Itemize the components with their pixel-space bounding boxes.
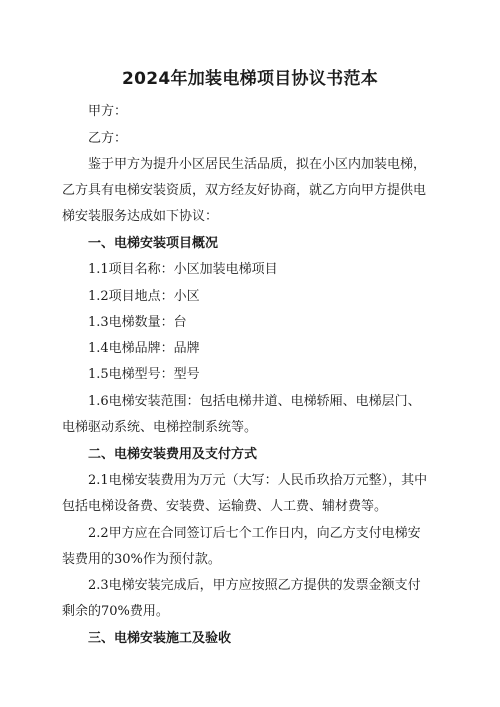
- document-title: 2024年加装电梯项目协议书范本: [121, 69, 379, 89]
- section-2-item: 2.1电梯安装费用为万元（大写：人民币玖拾万元整），其中包括电梯设备费、安装费、运输费、人工费、辅材费等。: [62, 473, 428, 514]
- section-1-item: 1.5电梯型号：型号: [88, 367, 200, 382]
- party-a-label: 甲方：: [88, 104, 128, 119]
- party-b-label: 乙方：: [88, 131, 128, 146]
- section-2-item: 2.2甲方应在合同签订后七个工作日内，向乙方支付电梯安装费用的30%作为预付款。: [62, 526, 421, 567]
- section-2-heading: 二、电梯安装费用及支付方式: [88, 447, 258, 462]
- section-1-item: 1.2项目地点：小区: [88, 289, 200, 304]
- intro-paragraph: 鉴于甲方为提升小区居民生活品质，拟在小区内加装电梯，乙方具有电梯安装资质，双方经友好协商，就乙方向甲方提供电梯安装服务达成如下协议：: [62, 157, 427, 224]
- section-1-item: 1.3电梯数量：台: [88, 315, 187, 330]
- section-1-item: 1.1项目名称：小区加装电梯项目: [88, 262, 278, 277]
- section-1-item: 1.6电梯安装范围：包括电梯井道、电梯轿厢、电梯层门、电梯驱动系统、电梯控制系统等。: [62, 394, 421, 435]
- section-1-heading: 一、电梯安装项目概况: [88, 236, 219, 251]
- section-1-item: 1.4电梯品牌：品牌: [88, 341, 200, 356]
- section-3-heading: 三、电梯安装施工及验收: [88, 631, 232, 646]
- section-2-item: 2.3电梯安装完成后，甲方应按照乙方提供的发票金额支付剩余的70%费用。: [62, 578, 421, 619]
